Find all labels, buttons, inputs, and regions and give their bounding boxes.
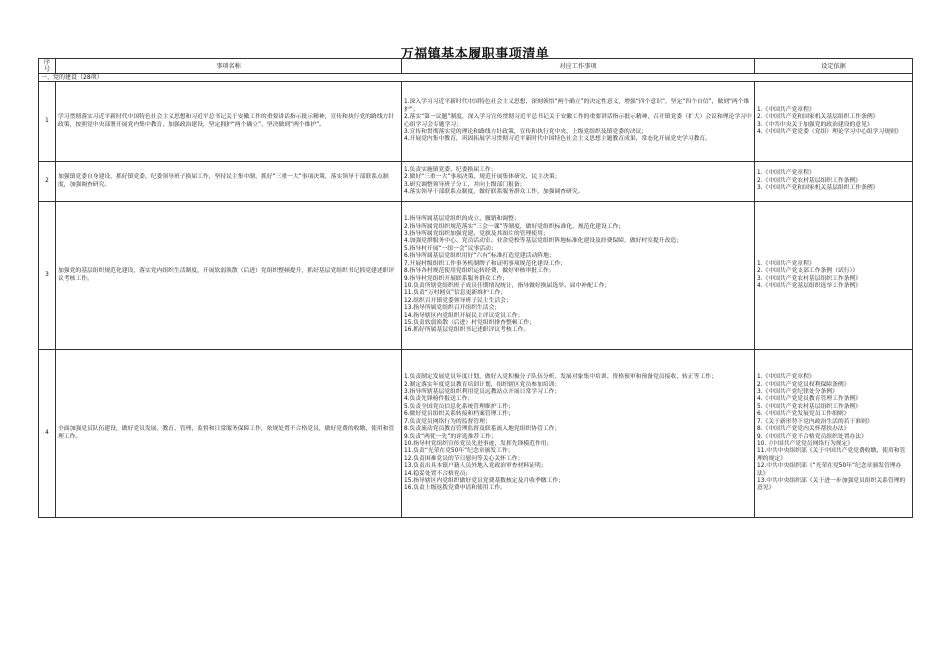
basis-item: 1.《中国共产党章程》 [757, 260, 815, 267]
work-item: 12.负责困难党员的节日慰问等关心关怀工作； [404, 455, 524, 462]
work-item: 6.做好党员组织关系转接和档案管理工作； [404, 411, 514, 418]
work-item: 1.指导所属基层党组织的成立、撤销和调整； [404, 216, 520, 223]
basis-item: 11.中共中央组织部《关于中国共产党党费收缴、使用和管理的规定》 [757, 448, 906, 462]
row-number: 4 [39, 350, 56, 518]
work-item: 1.负责实施镇党委、纪委换届工作； [404, 166, 497, 173]
basis-item: 4.《中国共产党党员教育管理工作条例》 [757, 396, 862, 403]
header-no: 序号 [39, 59, 56, 74]
work-item: 14.稳妥处置不合格党员； [404, 470, 472, 477]
row-number: 1 [39, 82, 56, 162]
section-row [39, 74, 913, 82]
work-item: 15.负责软弱涣散（后进）村党组织排查整顿工作； [404, 319, 535, 326]
work-item: 3.指导所属党组织加强党建、党旗及其图片的管理使用； [404, 231, 549, 238]
table-row [39, 350, 913, 518]
table-row [39, 202, 913, 350]
work-item: 16.抓好所属基层党组织书记述职评议考核工作。 [404, 327, 530, 334]
work-item: 2.指导所属党组织规范落实“三会一课”等制度，做好党组织标准化、规范化建设工作； [404, 223, 625, 230]
work-item: 5.负责全国党员信息化系统管理维护工作； [404, 403, 514, 410]
work-item: 9.指导村党组织开展联系服务群众工作； [404, 275, 509, 282]
work-item: 2.落实“第一议题”制度，深入学习宣传贯彻习近平总书记关于安徽工作的重要讲话指示批示精神，召开镇党委（扩大）会议和理论学习中心组学习会专题学习； [404, 114, 752, 128]
work-item: 10.负责所辖党组织班子成员任期情况统计，指导做好换届选举、届中补配工作； [404, 282, 611, 289]
basis-item: 1.《中国共产党章程》 [757, 106, 815, 113]
work-items [402, 82, 755, 162]
work-item: 5.指导村开展“一组一会”议事活动； [404, 245, 497, 252]
basis-item: 7.《关于新形势下党内政治生活的若干准则》 [757, 418, 873, 425]
work-item: 3.研究调整领导班子分工，并向上级部门报备； [404, 181, 526, 188]
page-title: 万福镇基本履职事项清单 [400, 47, 550, 62]
row-number: 2 [39, 162, 56, 202]
work-item: 12.组织召开镇党委领导班子民主生活会； [404, 297, 512, 304]
work-item: 8.负责流动党员教育管理监督及联系流入地党组织协管工作； [404, 426, 561, 433]
table-row [39, 82, 913, 162]
work-item: 8.指导各村规范使用党组织运转经费，做好审核审批工作； [404, 268, 555, 275]
work-item: 11.负责“万村网页”信息更新维护工作； [404, 290, 507, 297]
basis-item: 3.《中国共产党纪律处分条例》 [757, 389, 838, 396]
item-name: 学习贯彻落实习近平新时代中国特色社会主义思想和习近平总书记关于安徽工作的重要讲话指示批示精神，宣传和执行党的路线方针政策，按照党中央部署开展党内集中教育，加强政治建设，坚定拥护“两个确立”，坚决做到“两个维护”。 [56, 82, 402, 162]
item-name: 加强党的基层组织规范化建设，落实党内组织生活制度，开展软弱涣散（后进）党组织整顿提升，抓好基层党组织书记抓党建述职评议考核工作。 [56, 202, 402, 350]
header-basis: 设定依据 [755, 59, 913, 74]
basis-item: 4.《中国共产党党委（党组）理论学习中心组学习规则》 [757, 128, 902, 135]
item-name: 加强镇党委自身建设，抓好镇党委、纪委领导班子换届工作，坚持民主集中制，抓好“三重一大”事项决策，落实领导干部联系点制度，加强调查研究。 [56, 162, 402, 202]
work-items [402, 350, 755, 518]
basis-list [755, 82, 913, 162]
basis-item: 13.中共中央组织部《关于进一步加强党员组织关系管理的意见》 [757, 477, 906, 492]
work-item: 4.落实领导干部联系点制度，做好联系服务群众工作，加强调查研究。 [404, 188, 584, 195]
work-item: 2.做好“三重一大”事项决策，规范开展集体研究、民主决策； [404, 174, 561, 181]
basis-list [755, 202, 913, 350]
basis-item: 1.《中国共产党章程》 [757, 374, 815, 381]
basis-item: 12.中共中央组织部《“光荣在党50年”纪念章颁发管理办法》 [757, 463, 902, 477]
basis-item: 3.《中国共产党和国家机关基层组织工作条例》 [757, 185, 879, 192]
work-item: 3.宣传和贯彻落实党的理论和路线方针政策，宣传和执行党中央、上级党组织及镇党委的决议； [404, 128, 648, 135]
basis-item: 9.《中国共产党不合格党员组织处置办法》 [757, 433, 867, 440]
work-item: 16.负责上级返拨党费申请和使用工作。 [404, 485, 506, 492]
work-item: 3.指导所辖基层党组织利用党员远教站点开展日常学习工作； [404, 389, 561, 396]
work-item: 4.开展党内集中教育，巩固拓展学习贯彻习近平新时代中国特色社会主义思想主题教育成果，常态化开展党史学习教育。 [404, 136, 711, 143]
work-item: 4.负责先锋榜件报送工作； [404, 396, 474, 403]
work-item: 4.加强党群服务中心、党员活动室、业余党校等基层党组织阵地标准化建设及经费保障，做好村室提升改造； [404, 238, 682, 245]
work-item: 10.指导村党组织宣传党员先进事迹，发挥先锋模范作用； [404, 440, 553, 447]
basis-item: 4.《中国共产党基层组织选举工作条例》 [757, 282, 862, 289]
work-item: 1.深入学习习近平新时代中国特色社会主义思想，深刻领悟“两个确立”的决定性意义，增强“四个意识”，坚定“四个自信”，做到“两个维护”； [404, 99, 750, 113]
basis-item: 2.《中国共产党和国家机关基层组织工作条例》 [757, 114, 879, 121]
basis-item: 3.《中国共产党农村基层组织工作条例》 [757, 275, 862, 282]
basis-item: 1.《中国共产党章程》 [757, 170, 815, 177]
basis-item: 6.《中国共产党发展党员工作细则》 [757, 411, 850, 418]
table-row [39, 162, 913, 202]
work-items [402, 202, 755, 350]
basis-item: 10.《中国共产党党员网络行为规定》 [757, 440, 854, 447]
basis-list [755, 162, 913, 202]
row-number: 3 [39, 202, 56, 350]
work-item: 7.开展村级组织工作事务机制牌子和证明事项规范化建设工作； [404, 260, 567, 267]
work-item: 14.指导辖区内党组织开展民主评议党员工作； [404, 312, 524, 319]
basis-item: 2.《中国共产党党员权利保障条例》 [757, 381, 850, 388]
work-item: 13.指导所属党组织召开组织生活会； [404, 305, 501, 312]
duties-table [38, 58, 913, 518]
basis-item: 5.《中国共产党农村基层组织工作条例》 [757, 403, 862, 410]
header-name: 事项名称 [56, 59, 402, 74]
work-item: 13.负责出具本镇户籍人员外地入党政治审查材料证明； [404, 463, 547, 470]
header-tasks: 对应工作事项 [402, 59, 755, 74]
work-item: 6.指导所属基层党组织用好“六有”标准打造党建活动阵地； [404, 253, 555, 260]
work-item: 11.负责“光荣在党50年”纪念章颁发工作； [404, 448, 514, 455]
basis-item: 2.《中国共产党农村基层组织工作条例》 [757, 177, 862, 184]
work-item: 1.负责制定发展党员年度计划，做好入党积极分子队伍分析、发展对象集中培训、资格预审和预备党员接收、转正等工作； [404, 374, 717, 381]
basis-item: 8.《中国共产党党内关怀帮扶办法》 [757, 426, 850, 433]
basis-item: 3.《中共中央关于加强党的政治建设的意见》 [757, 121, 873, 128]
work-item: 7.负责党员网络行为的监督管理； [404, 418, 491, 425]
basis-list [755, 350, 913, 518]
basis-item: 2.《中国共产党支部工作条例（试行）》 [757, 268, 859, 275]
work-item: 2.制定落实年度党员教育培训计划，组织辖区党员参加培训； [404, 381, 561, 388]
section-title: 一、党的建设（28项） [39, 74, 913, 82]
work-item: 15.指导辖区内党组织做好党员党费基数核定及月收季缴工作； [404, 477, 564, 484]
header-row [39, 59, 913, 74]
work-items [402, 162, 755, 202]
work-item: 9.负责“两优一先”的评选推荐工作； [404, 433, 497, 440]
item-name: 全面加强党员队伍建设，做好党员发展、教育、管理、监督和日常服务保障工作，依规处置不合格党员，做好党费的收缴、使用和管理工作。 [56, 350, 402, 518]
